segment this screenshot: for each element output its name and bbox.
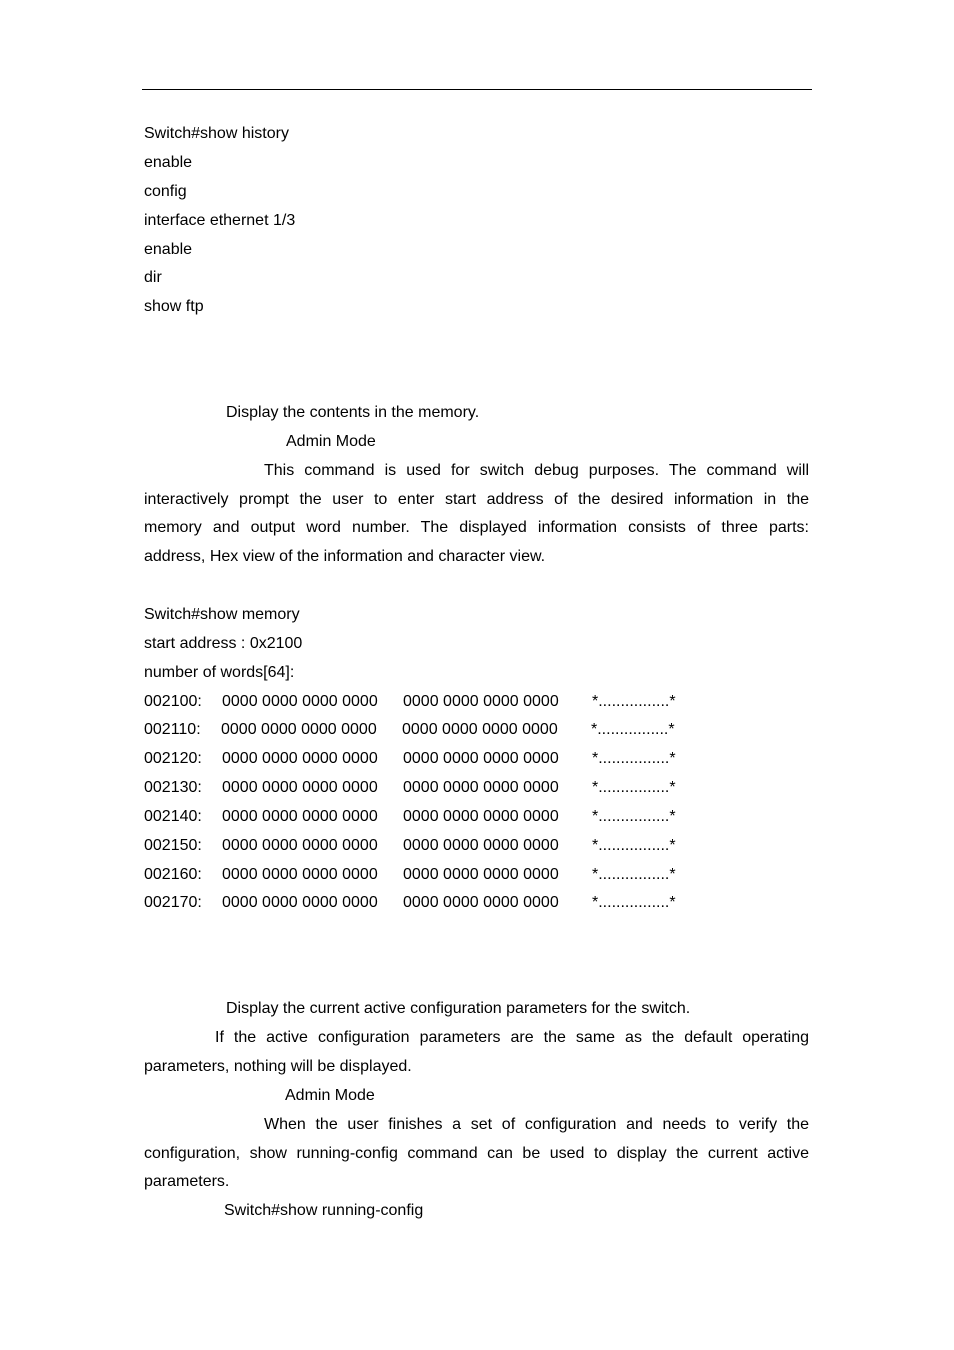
memory-row-chars: *................* xyxy=(592,808,676,825)
memory-row-hex-high: 0000 0000 0000 0000 xyxy=(403,779,559,796)
history-line: interface ethernet 1/3 xyxy=(144,212,296,229)
memory-row-address: 002160: xyxy=(144,866,202,883)
running-config-example: Switch#show running-config xyxy=(224,1202,424,1219)
memory-mode-text: Admin Mode xyxy=(286,433,376,450)
running-config-usage-line: When the user finishes a set of configuration and needs to verify the xyxy=(264,1116,809,1133)
memory-row-hex-high: 0000 0000 0000 0000 xyxy=(403,750,559,767)
memory-row-address: 002130: xyxy=(144,779,202,796)
memory-row-hex-high: 0000 0000 0000 0000 xyxy=(403,808,559,825)
history-line: show ftp xyxy=(144,298,204,315)
memory-example-line: start address : 0x2100 xyxy=(144,635,303,652)
memory-row-address: 002170: xyxy=(144,894,202,911)
memory-example-line: number of words[64]: xyxy=(144,664,295,681)
running-config-default-line: If the active configuration parameters are the same as the default operating xyxy=(215,1029,809,1046)
memory-row-chars: *................* xyxy=(592,837,676,854)
memory-row-hex-high: 0000 0000 0000 0000 xyxy=(403,693,559,710)
memory-row-chars: *................* xyxy=(592,866,676,883)
memory-row-hex-low: 0000 0000 0000 0000 xyxy=(222,808,378,825)
memory-row-hex-low: 0000 0000 0000 0000 xyxy=(222,837,378,854)
memory-row-hex-high: 0000 0000 0000 0000 xyxy=(403,866,559,883)
history-line: enable xyxy=(144,154,193,171)
running-config-usage-line: configuration, show running-config command can be used to display the current active xyxy=(144,1145,809,1162)
memory-row-hex-low: 0000 0000 0000 0000 xyxy=(222,894,378,911)
history-line: Switch#show history xyxy=(144,125,289,142)
memory-row-hex-low: 0000 0000 0000 0000 xyxy=(222,750,378,767)
running-config-mode-text: Admin Mode xyxy=(285,1087,375,1104)
memory-row-hex-low: 0000 0000 0000 0000 xyxy=(222,779,378,796)
memory-row-hex-low: 0000 0000 0000 0000 xyxy=(222,693,378,710)
history-line: dir xyxy=(144,269,162,286)
memory-row-hex-low: 0000 0000 0000 0000 xyxy=(222,866,378,883)
memory-function-text: Display the contents in the memory. xyxy=(226,404,480,421)
memory-row-address: 002110: xyxy=(144,721,201,738)
memory-row-hex-high: 0000 0000 0000 0000 xyxy=(403,837,559,854)
memory-usage-line: This command is used for switch debug purposes. The command will xyxy=(264,462,809,479)
memory-row-hex-low: 0000 0000 0000 0000 xyxy=(221,721,377,738)
memory-example-line: Switch#show memory xyxy=(144,606,300,623)
history-line: config xyxy=(144,183,187,200)
history-line: enable xyxy=(144,241,193,258)
memory-row-chars: *................* xyxy=(591,721,675,738)
header-rule xyxy=(142,89,812,90)
running-config-default-line: parameters, nothing will be displayed. xyxy=(144,1058,412,1075)
running-config-usage-line: parameters. xyxy=(144,1173,230,1190)
memory-usage-line: interactively prompt the user to enter start address of the desired information in the xyxy=(144,491,809,508)
memory-row-chars: *................* xyxy=(592,894,676,911)
memory-row-address: 002150: xyxy=(144,837,202,854)
memory-row-address: 002120: xyxy=(144,750,202,767)
memory-row-address: 002140: xyxy=(144,808,202,825)
memory-row-chars: *................* xyxy=(592,779,676,796)
memory-usage-line: address, Hex view of the information and character view. xyxy=(144,548,546,565)
memory-row-hex-high: 0000 0000 0000 0000 xyxy=(403,894,559,911)
memory-usage-line: memory and output word number. The displayed information consists of three parts: xyxy=(144,519,809,536)
memory-row-address: 002100: xyxy=(144,693,202,710)
memory-row-chars: *................* xyxy=(592,693,676,710)
memory-row-chars: *................* xyxy=(592,750,676,767)
running-config-function-text: Display the current active configuration parameters for the switch. xyxy=(226,1000,691,1017)
memory-row-hex-high: 0000 0000 0000 0000 xyxy=(402,721,558,738)
